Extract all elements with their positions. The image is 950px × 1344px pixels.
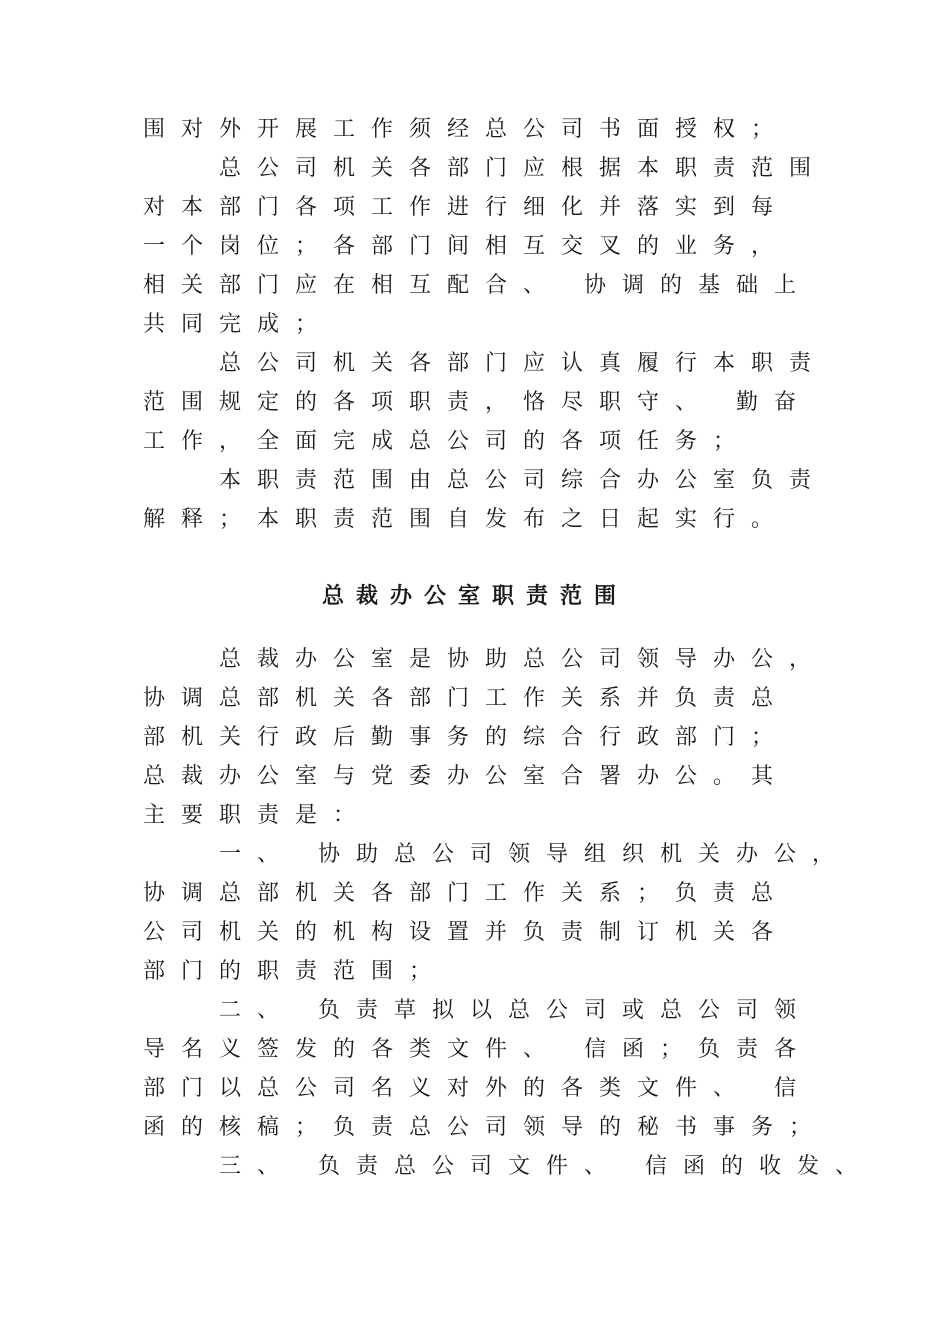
text-line: 导名义签发的各类文件、 信函；负责各: [143, 1037, 812, 1062]
text-line: 部机关行政后勤事务的综合行政部门；: [143, 725, 790, 750]
text-line: 协调总部机关各部门工作关系并负责总: [143, 686, 790, 711]
text-line: 一个岗位；各部门间相互交叉的业务，: [143, 234, 790, 259]
text-line: 公司机关的机构设置并负责制订机关各: [143, 920, 790, 945]
text-line: 解释；本职责范围自发布之日起实行。: [143, 507, 790, 532]
text-line: 主要职责是：: [143, 803, 372, 828]
text-line: 三、 负责总公司文件、 信函的收发、: [143, 1154, 873, 1179]
text-line: 本职责范围由总公司综合办公室负责: [143, 468, 828, 493]
text-line: 部门的职责范围；: [143, 959, 448, 984]
text-line: 部门以总公司名义对外的各类文件、 信: [143, 1076, 812, 1101]
text-line: 总裁办公室与党委办公室合署办公。其: [143, 764, 790, 789]
text-line: 相关部门应在相互配合、 协调的基础上: [143, 273, 812, 298]
text-line: 总公司机关各部门应认真履行本职责: [143, 351, 828, 376]
text-line: 共同完成；: [143, 312, 334, 337]
text-line: 总裁办公室是协助总公司领导办公，: [143, 647, 828, 672]
section-heading: 总裁办公室职责范围: [321, 584, 628, 609]
text-line: 围对外开展工作须经总公司书面授权；: [143, 117, 790, 142]
text-line: 函的核稿；负责总公司领导的秘书事务；: [143, 1115, 828, 1140]
text-line: 二、 负责草拟以总公司或总公司领: [143, 998, 812, 1023]
text-line: 总公司机关各部门应根据本职责范围: [143, 156, 828, 181]
text-line: 范围规定的各项职责，恪尽职守、 勤奋: [143, 390, 812, 415]
text-line: 一、 协助总公司领导组织机关办公，: [143, 842, 850, 867]
text-line: 工作，全面完成总公司的各项任务；: [143, 429, 752, 454]
text-line: 协调总部机关各部门工作关系；负责总: [143, 881, 790, 906]
text-line: 对本部门各项工作进行细化并落实到每: [143, 195, 790, 220]
